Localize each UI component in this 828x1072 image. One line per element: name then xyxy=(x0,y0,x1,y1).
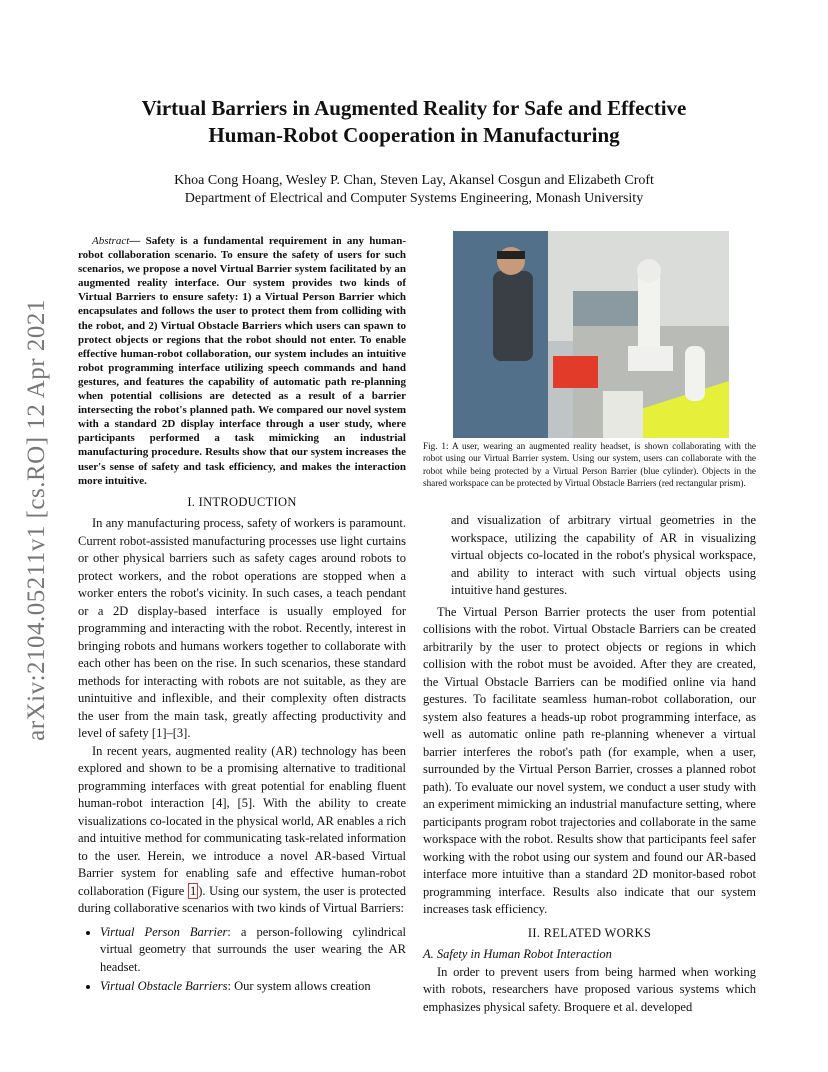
paper-title xyxy=(90,95,738,149)
affiliation: Department of Electrical and Computer Systems Engineering, Monash University xyxy=(184,191,644,206)
bullet-2-continuation: and visualization of arbitrary virtual geometries in the workspace, utilizing the capability of AR in visualizing virtual objects co-located in the robot's physical workspace, and ability to interact with such virtual objects using intuitive hand gestures. xyxy=(451,513,756,597)
intro-paragraph-2 xyxy=(78,743,406,918)
figure-1-caption: Fig. 1: A user, wearing an augmented reality headset, is shown collaborating with the robot using our Virtual Barrier system. Using our system, users can collaborate with the robot while being protected by a Virtual Person Barrier (blue cylinder). Objects in the shared workspace can be protected by Virtual Obstacle Barriers (red rectangular prism). xyxy=(423,441,756,488)
intro-paragraph-1: In any manufacturing process, safety of workers is paramount. Current robot-assisted manufacturing processes use light curtains or other physical barriers such as safety cages around robots to protect workers, and the robot operations are stopped when a worker enters the robot's vicinity. In such cases, a teach pendant or a 2D display-based interface is usually employed for programming and interacting with the robot. Recently, interest in bringing robots and humans workers together to collaborate with each other has been on the rise. In such scenarios, these standard methods for interacting with robots are not suitable, as they are unintuitive and inflexible, and their complexity often distracts the user from the main task, greatly affecting productivity and level of safety [1]–[3]. xyxy=(78,516,406,741)
related-paragraph-1: In order to prevent users from being harmed when working with robots, researchers have proposed various systems which emphasizes physical safety. Broquere et al. developed xyxy=(423,964,756,1014)
abstract xyxy=(78,234,406,488)
left-column xyxy=(78,234,406,998)
abstract-text: — Safety is a fundamental requirement in any human-robot collaboration scenario. To ensure the safety of users for such scenarios, we propose a novel Virtual Barrier system facilitated by an augmented reality interface. Our system provides two kinds of Virtual Barriers to ensure safety: 1) a Virtual Person Barrier which encapsulates and follows the user to protect them from colliding with the robot, and 2) Virtual Obstacle Barriers which users can spawn to protect objects or regions that the robot should not enter. To enable effective human-robot collaboration, our system includes an intuitive robot programming interface utilizing speech commands and hand gestures, and features the capability of automatic path re-planning when potential collisions are detected as a result of a barrier intersecting the robot's planned path. We compared our novel system with a standard 2D display interface through a user study, where participants performed a task mimicking an industrial manufacturing procedure. Results show that our system increases the user's sense of safety and task efficiency, and makes the interaction more intuitive. xyxy=(78,235,406,487)
author-list: Khoa Cong Hoang, Wesley P. Chan, Steven Lay, Akansel Cosgun and Elizabeth Croft xyxy=(174,173,654,188)
bullet-2-label: Virtual Obstacle Barriers xyxy=(100,979,228,994)
section-heading-related-works: II. RELATED WORKS xyxy=(527,925,652,940)
list-item xyxy=(100,924,406,977)
title-line-2: Human-Robot Cooperation in Manufacturing xyxy=(208,123,620,147)
barrier-list xyxy=(78,924,406,996)
figure-1-photo xyxy=(453,231,729,438)
arxiv-stamp xyxy=(20,280,54,760)
bullet-1-label: Virtual Person Barrier xyxy=(100,924,228,939)
section-heading-introduction: I. INTRODUCTION xyxy=(187,494,297,509)
photo-illustration xyxy=(453,231,729,438)
right-column xyxy=(423,512,756,1016)
title-line-1: Virtual Barriers in Augmented Reality for Safe and Effective xyxy=(141,96,687,120)
intro-paragraph-2-text-a: In recent years, augmented reality (AR) technology has been explored and shown to be a promising alternative to traditional programming interfaces with great potential for enabling fluent human-robot interaction [4], [5]. With the ability to create visualizations co-located in the physical world, AR enables a rich and intuitive method for communicating task-related information to the user. Herein, we introduce a novel AR-based Virtual Barrier system for enabling safe and effective human-robot collaboration (Figure xyxy=(78,743,406,898)
subsection-heading-safety: A. Safety in Human Robot Interaction xyxy=(423,947,612,961)
list-item xyxy=(100,978,406,996)
bullet-2-text: : Our system allows creation xyxy=(227,979,371,994)
bullet-1-text: : a person-following cylindrical virtual geometry that surrounds the user wearing the AR headset. xyxy=(100,924,406,974)
abstract-label: Abstract xyxy=(92,235,130,247)
intro-paragraph-2-text-b: ). Using our system, the user is protected during collaborative scenarios with two kinds of Virtual Barriers: xyxy=(78,883,406,916)
intro-paragraph-3: The Virtual Person Barrier protects the user from potential collisions with the robot. Virtual Obstacle Barriers can be created arbitrarily by the user to protect objects or regions in which collision with the robot must be avoided. After they are created, the Virtual Obstacle Barriers can be modified online via hand gestures. To facilitate seamless human-robot collaboration, our system also features a heads-up robot programming interface, as well as automatic online path re-planning whenever a virtual barrier interferes the robot's path (for example, when a user, surrounded by the Virtual Person Barrier, crosses a planned robot path). To evaluate our novel system, we conduct a user study with an experiment mimicking an industrial manufacture setting, where participants program robot trajectories and collaborate in the same workspace with the robot. Results show that participants feel safer working with the robot using our system and found our AR-based interface more intuitive than a standard 2D monitor-based robot programming interface. Results also indicate that our system increases task efficiency. xyxy=(423,604,756,916)
figure-1-link[interactable]: 1 xyxy=(189,883,197,898)
arxiv-stamp-text: arXiv:2104.05211v1 [cs.RO] 12 Apr 2021 xyxy=(23,299,50,741)
